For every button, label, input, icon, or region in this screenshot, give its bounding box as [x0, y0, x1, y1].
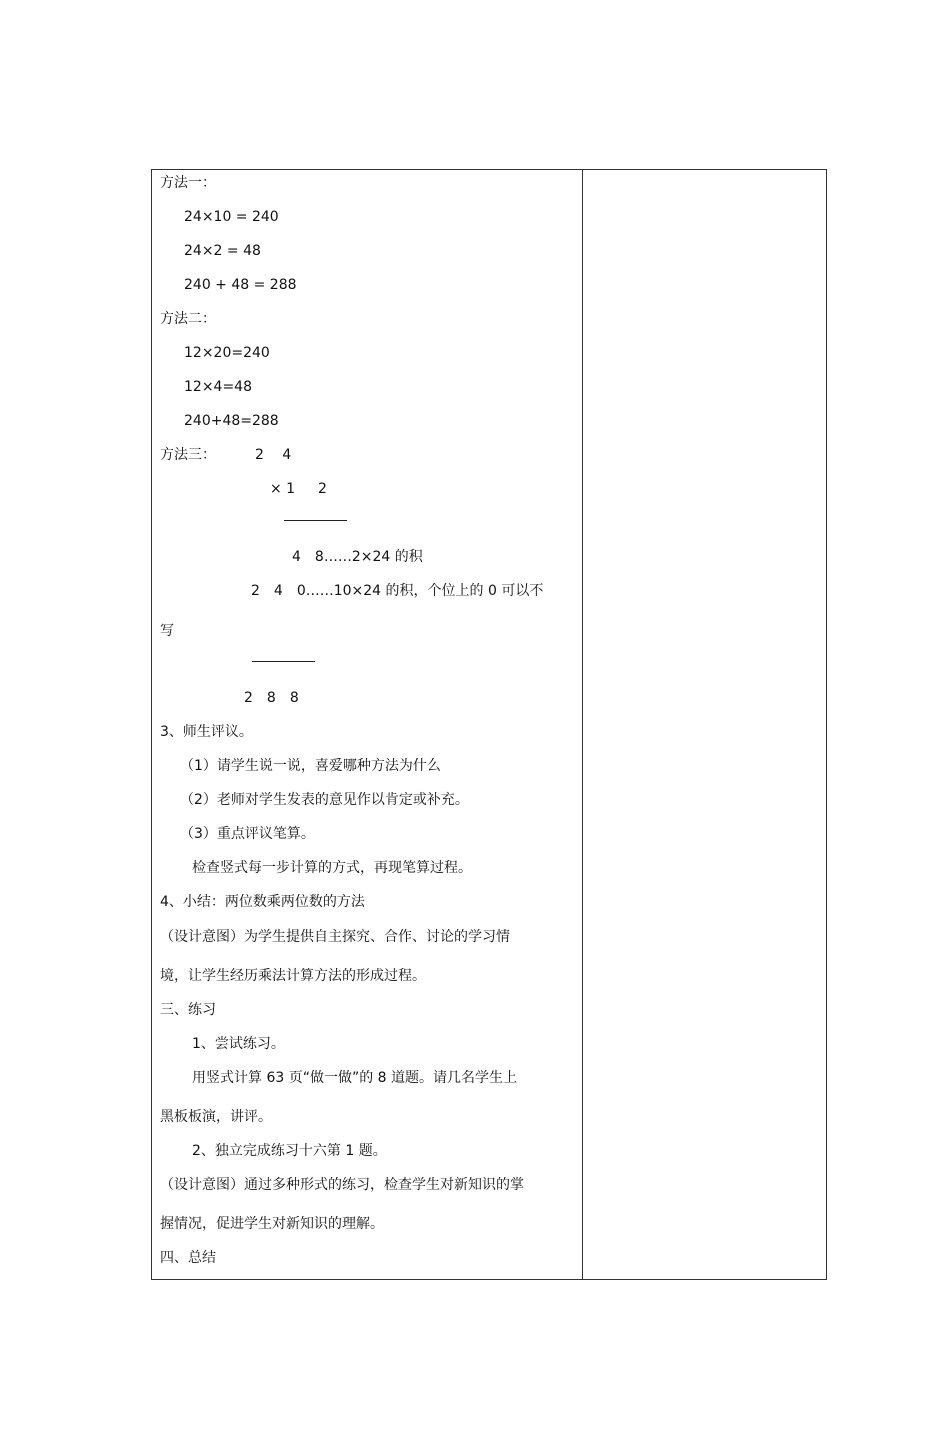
method3-partial-product: 2 4 0……10×24 的积，个位上的 0 可以不: [251, 583, 544, 599]
method3-multiplier: × 1 2: [270, 481, 327, 497]
method1-heading: 方法一：: [160, 175, 216, 191]
method2-heading: 方法二：: [160, 311, 216, 327]
method1-line: 24×2 = 48: [184, 243, 261, 259]
vertical-calc-rule: [252, 661, 315, 662]
practice-item: 1、尝试练习。: [192, 1036, 285, 1052]
section3-item: （3）重点评议笔算。: [180, 826, 315, 842]
method3-partial-product: 4 8……2×24 的积: [292, 549, 423, 565]
section3-note: 检查竖式每一步计算的方式，再现笔算过程。: [192, 860, 472, 876]
vertical-calc-rule: [284, 520, 347, 521]
method3-multiplicand: 2 4: [255, 447, 292, 463]
summary-title: 四、总结: [160, 1250, 216, 1266]
method1-line: 24×10 = 240: [184, 209, 279, 225]
design-intent: （设计意图）通过多种形式的练习，检查学生对新知识的掌: [160, 1177, 524, 1193]
method2-line: 12×4=48: [184, 379, 252, 395]
section4-title: 4、小结：两位数乘两位数的方法: [160, 894, 365, 910]
table-column-divider: [582, 169, 583, 1280]
design-intent: 境，让学生经历乘法计算方法的形成过程。: [160, 968, 426, 984]
section3-item: （1）请学生说一说，喜爱哪种方法为什么: [180, 758, 441, 774]
practice-title: 三、练习: [160, 1002, 216, 1018]
method3-heading: 方法三：: [160, 447, 216, 463]
method2-line: 12×20=240: [184, 345, 270, 361]
design-intent: 握情况，促进学生对新知识的理解。: [160, 1216, 384, 1232]
section3-item: （2）老师对学生发表的意见作以肯定或补充。: [180, 792, 469, 808]
practice-item-detail: 黑板板演，讲评。: [160, 1109, 272, 1125]
method1-line: 240 + 48 = 288: [184, 277, 297, 293]
method3-result: 2 8 8: [244, 690, 299, 706]
method3-partial-product-cont: 写: [160, 623, 174, 639]
design-intent: （设计意图）为学生提供自主探究、合作、讨论的学习情: [160, 929, 510, 945]
practice-item-detail: 用竖式计算 63 页“做一做”的 8 道题。请几名学生上: [192, 1070, 518, 1086]
section3-title: 3、师生评议。: [160, 724, 253, 740]
practice-item: 2、独立完成练习十六第 1 题。: [192, 1143, 387, 1159]
method2-line: 240+48=288: [184, 413, 279, 429]
